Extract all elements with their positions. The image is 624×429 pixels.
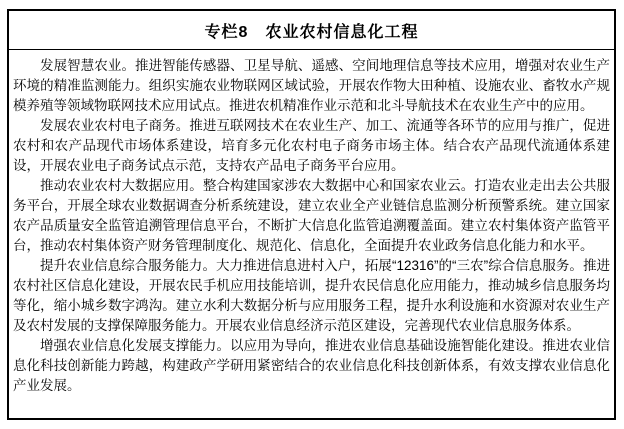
column-title: 专栏8 农业农村信息化工程: [9, 11, 614, 50]
paragraph-rural-ecommerce: 发展农业农村电子商务。推进互联网技术在农业生产、加工、流通等各环节的应用与推广，促进农村和农产品现代市场体系建设，培育多元化农村电子商务市场主体。结合农产品现代流通体系建设，开展农业电子商务试点示范，支持农产品电子商务平台应用。: [13, 118, 610, 173]
paragraph-big-data: 推动农业农村大数据应用。整合构建国家涉农大数据中心和国家农业云。打造农业走出去公共服务平台，开展全球农业数据调查分析系统建设，建立农业全产业链信息监测分析预警系统。建立国家农产品质量安全监管追溯管理信息平台，不断扩大信息化监管追溯覆盖面。建立农村集体资产监管平台，推动农村集体资产财务管理制度化、规范化、信息化，全面提升农业政务信息化能力和水平。: [13, 178, 610, 253]
column-box: [7, 9, 616, 420]
paragraph-support-capacity: 增强农业信息化发展支撑能力。以应用为导向，推进农业信息基础设施智能化建设。推进农业信息化科技创新能力跨越，构建政产学研用紧密结合的农业信息化科技创新体系，有效支撑农业信息化产业发展。: [13, 338, 610, 393]
column-body: [9, 50, 614, 416]
paragraph-smart-agriculture: 发展智慧农业。推进智能传感器、卫星导航、遥感、空间地理信息等技术应用，增强对农业生产环境的精准监测能力。组织实施农业物联网区域试验，开展农作物大田种植、设施农业、畜牧水产规模养殖等领域物联网技术应用试点。推进农机精准作业示范和北斗导航技术在农业生产中的应用。: [13, 58, 610, 113]
paragraph-info-services: 提升农业信息综合服务能力。大力推进信息进村入户，拓展“12316”的“三农”综合信息服务。推进农村社区信息化建设，开展农民手机应用技能培训，提升农民信息化应用能力，推动城乡信息服务均等化，缩小城乡数字鸿沟。建立水利大数据分析与应用服务工程，提升水利设施和水资源对农业生产及农村发展的支撑保障服务能力。开展农业信息经济示范区建设，完善现代农业信息服务体系。: [13, 258, 610, 333]
